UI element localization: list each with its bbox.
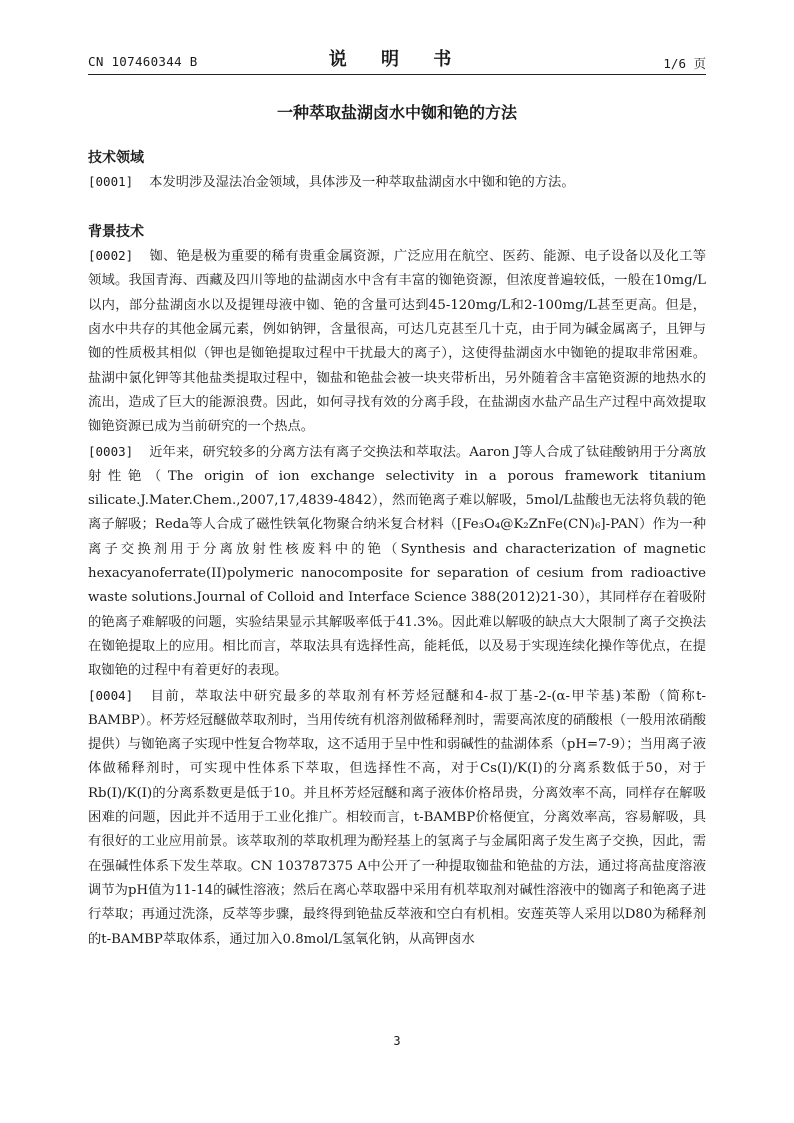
document-title: 一种萃取盐湖卤水中铷和铯的方法 — [276, 103, 517, 122]
paragraph-0002 — [88, 244, 706, 439]
paragraph-0004 — [88, 684, 706, 952]
header-divider — [88, 74, 706, 75]
paragraph-text: 目前，萃取法中研究最多的萃取剂有杯芳烃冠醚和4-叔丁基-2-(α-甲苄基)苯酚（简称t-BAMBP）。杯芳烃冠醚做萃取剂时，当用传统有机溶剂做稀释剂时，需要高浓度的硝酸根（一般用浓硝酸提供）与铷铯离子实现中性复合物萃取，这不适用于呈中性和弱碱性的盐湖体系（pH=7-9）；当用离子液体做稀释剂时，可实现中性体系下萃取，但选择性不高，对于Cs(I)/K(I)的分离系数低于50，对于Rb(I)/K(I)的分离系数更是低于10。并且杯芳烃冠醚和离子液体价格昂贵，分离效率不高，同样存在解吸困难的问题，因此并不适用于工业化推广。相较而言，t-BAMBP价格便宜，分离效率高，容易解吸，具有很好的工业应用前景。该萃取剂的萃取机理为酚羟基上的氢离子与金属阳离子发生离子交换，因此，需在强碱性体系下发生萃取。CN 103787375 A中公开了一种提取铷盐和铯盐的方法，通过将高盐度溶液调节为pH值为11-14的碱性溶液；然后在离心萃取器中采用有机萃取剂对碱性溶液中的铷离子和铯离子进行萃取；再通过洗涤，反萃等步骤，最终得到铯盐反萃液和空白有机相。安莲英等人采用以D80为稀释剂的t-BAMBP萃取体系，通过加入0.8mol/L氢氧化钠，从高钾卤水 — [88, 688, 706, 947]
section-heading-technical-field: 技术领域 — [88, 150, 144, 166]
paragraph-0001 — [88, 170, 706, 195]
section-heading-background: 背景技术 — [88, 223, 144, 240]
page-number: 3 — [393, 1034, 401, 1048]
paragraph-text: 铷、铯是极为重要的稀有贵重金属资源，广泛应用在航空、医药、能源、电子设备以及化工等领域。我国青海、西藏及四川等地的盐湖卤水中含有丰富的铷铯资源，但浓度普遍较低，一般在10mg/L以内，部分盐湖卤水以及提锂母液中铷、铯的含量可达到45-120mg/L和2-100mg/L甚至更高。但是，卤水中共存的其他金属元素，例如钠钾，含量很高，可达几克甚至几十克，由于同为碱金属离子，且钾与铷的性质极其相似（钾也是铷铯提取过程中干扰最大的离子），这使得盐湖卤水中铷铯的提取非常困难。盐湖中氯化钾等其他盐类提取过程中，铷盐和铯盐会被一块夹带析出，另外随着含丰富铯资源的地热水的流出，造成了巨大的能源浪费。因此，如何寻找有效的分离手段，在盐湖卤水盐产品生产过程中高效提取铷铯资源已成为当前研究的一个热点。 — [88, 249, 706, 435]
paragraph-number: [0002] — [88, 248, 134, 264]
paragraph-0003 — [88, 440, 706, 684]
document-type-heading: 说 明 书 — [328, 49, 466, 70]
section-gap — [88, 196, 706, 220]
publication-number: CN 107460344 B — [88, 54, 198, 69]
document-body — [88, 146, 706, 952]
paragraph-number: [0003] — [88, 443, 134, 459]
paragraph-number: [0001] — [88, 174, 134, 190]
paragraph-text: 近年来，研究较多的分离方法有离子交换法和萃取法。Aaron J等人合成了钛硅酸钠用于分离放射性铯（The origin of ion exchange selectivity in a porous framework titanium silicate.J.Mater.Chem.,2007,17,4839-4842），然而铯离子难以解吸，5mol/L盐酸也无法将负载的铯离子解吸；Reda等人合成了磁性铁氧化物聚合纳米复合材料（[Fe₃O₄@K₂ZnFe(CN)₆]-PAN）作为一种离子交换剂用于分离放射性核废料中的铯（Synthesis and characterization of magnetic hexacyanoferrate(II)polymeric nanocomposite for separation of cesium from radioactive waste solutions.Journal of Colloid and Interface Science 388(2012)21-30），其同样存在着吸附的铯离子难解吸的问题，实验结果显示其解吸率低于41.3%。因此难以解吸的缺点大大限制了离子交换法在铷铯提取上的应用。相比而言，萃取法具有选择性高，能耗低，以及易于实现连续化操作等优点，在提取铷铯的过程中有着更好的表现。 — [88, 444, 706, 679]
page-indicator: 1/6 页 — [663, 56, 706, 71]
paragraph-number: [0004] — [88, 687, 134, 703]
paragraph-text: 本发明涉及湿法冶金领域，具体涉及一种萃取盐湖卤水中铷和铯的方法。 — [149, 175, 575, 191]
